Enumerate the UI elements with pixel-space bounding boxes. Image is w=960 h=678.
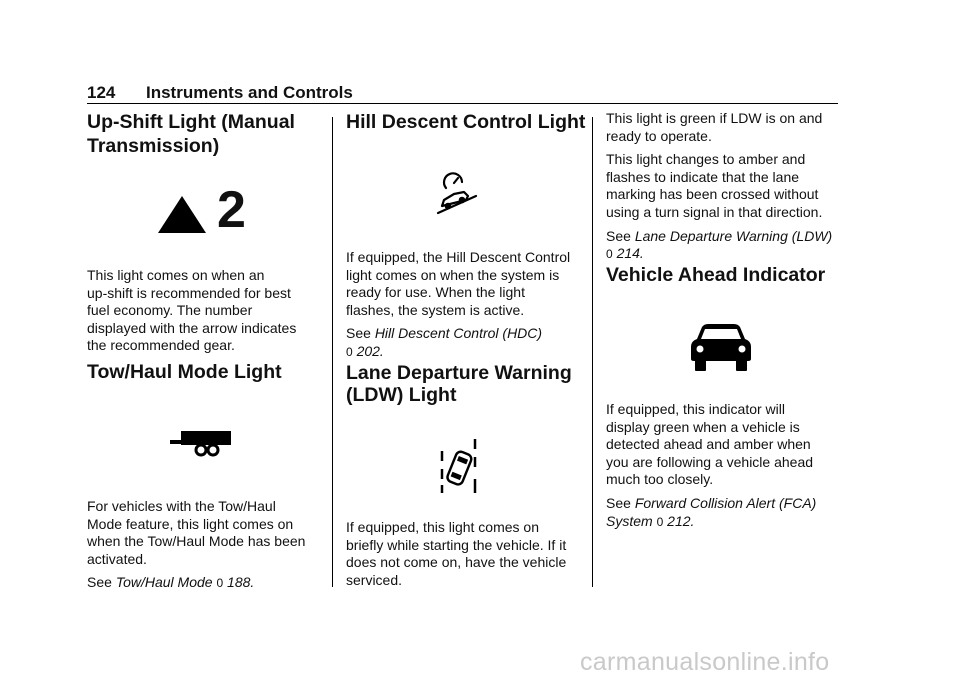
ldw-continued-body: This light is green if LDW is on and ready to operate. This light changes to amber and flashes to indicate that the lane marking has been crossed without using a turn signal in that direction. See Lane Departure Warning (LDW) 0 214. [606, 110, 842, 264]
vai-page-ref: System 0 212. [606, 512, 695, 529]
vai-ref-link[interactable]: Forward Collision Alert (FCA) [634, 494, 817, 511]
vehicle-ahead-icon [690, 323, 752, 371]
upshift-gear-number: 2 [217, 181, 246, 239]
vai-title: Vehicle Ahead Indicator [606, 264, 826, 286]
towhaul-see-ref: See Tow/Haul Mode 0 188. [87, 574, 255, 591]
hill-descent-icon [432, 170, 480, 216]
hdc-body: If equipped, the Hill Descent Control light comes on when the system is ready for use. When the light flashes, the system is active. See Hill Descent Control (HDC) 0 202. [346, 249, 582, 362]
column-divider-2 [592, 117, 593, 587]
hdc-ref-link[interactable]: Hill Descent Control (HDC) [374, 325, 543, 342]
hdc-page-ref: 0 202. [346, 342, 384, 359]
column-1 [87, 110, 312, 158]
upshift-body: This light comes on when an up-shift is recommended for best fuel economy. The number displayed with the arrow indicates the recommended gear. [87, 267, 297, 354]
towhaul-title: Tow/Haul Mode Light [87, 361, 282, 383]
ldw-page-ref: 0 214. [606, 245, 644, 262]
page-header [87, 81, 838, 103]
tow-haul-trailer-icon [170, 429, 234, 457]
xref-icon: 0 [346, 344, 353, 359]
ldw-body: If equipped, this light comes on briefly while starting the vehicle. If it does not come on, have the vehicle serviced. [346, 519, 567, 588]
column-divider-1 [332, 117, 333, 587]
up-arrow-icon [158, 196, 206, 233]
hdc-title: Hill Descent Control Light [346, 111, 586, 133]
hdc-see-ref: See Hill Descent Control (HDC) [346, 325, 543, 342]
upshift-light-icon [158, 181, 248, 239]
ldw-title: Lane Departure Warning (LDW) Light [346, 362, 572, 406]
ldw-see-ref: See Lane Departure Warning (LDW) [606, 227, 833, 244]
ldw-ref-link[interactable]: Lane Departure Warning (LDW) [634, 227, 833, 244]
upshift-title: Up-Shift Light (Manual Transmission) [87, 111, 295, 157]
lane-departure-icon [438, 439, 480, 493]
towhaul-body: For vehicles with the Tow/Haul Mode feature, this light comes on when the Tow/Haul Mode has been activated. See Tow/Haul Mode 0 188. [87, 498, 312, 593]
towhaul-ref-link[interactable]: Tow/Haul Mode [115, 574, 213, 591]
page-number: 124 [87, 83, 116, 102]
xref-icon: 0 [606, 247, 613, 262]
watermark: carmanualsonline.info [580, 648, 830, 676]
header-rule [87, 103, 838, 104]
vai-body: If equipped, this indicator will display green when a vehicle is detected ahead and amber when you are following a vehicle ahead much too closely. See Forward Collision Alert (FCA) System 0 212. [606, 401, 842, 531]
xref-icon: 0 [656, 514, 664, 529]
xref-icon: 0 [216, 576, 224, 591]
chapter-title: Instruments and Controls [146, 83, 353, 102]
vai-see-ref: See Forward Collision Alert (FCA) [606, 494, 817, 511]
